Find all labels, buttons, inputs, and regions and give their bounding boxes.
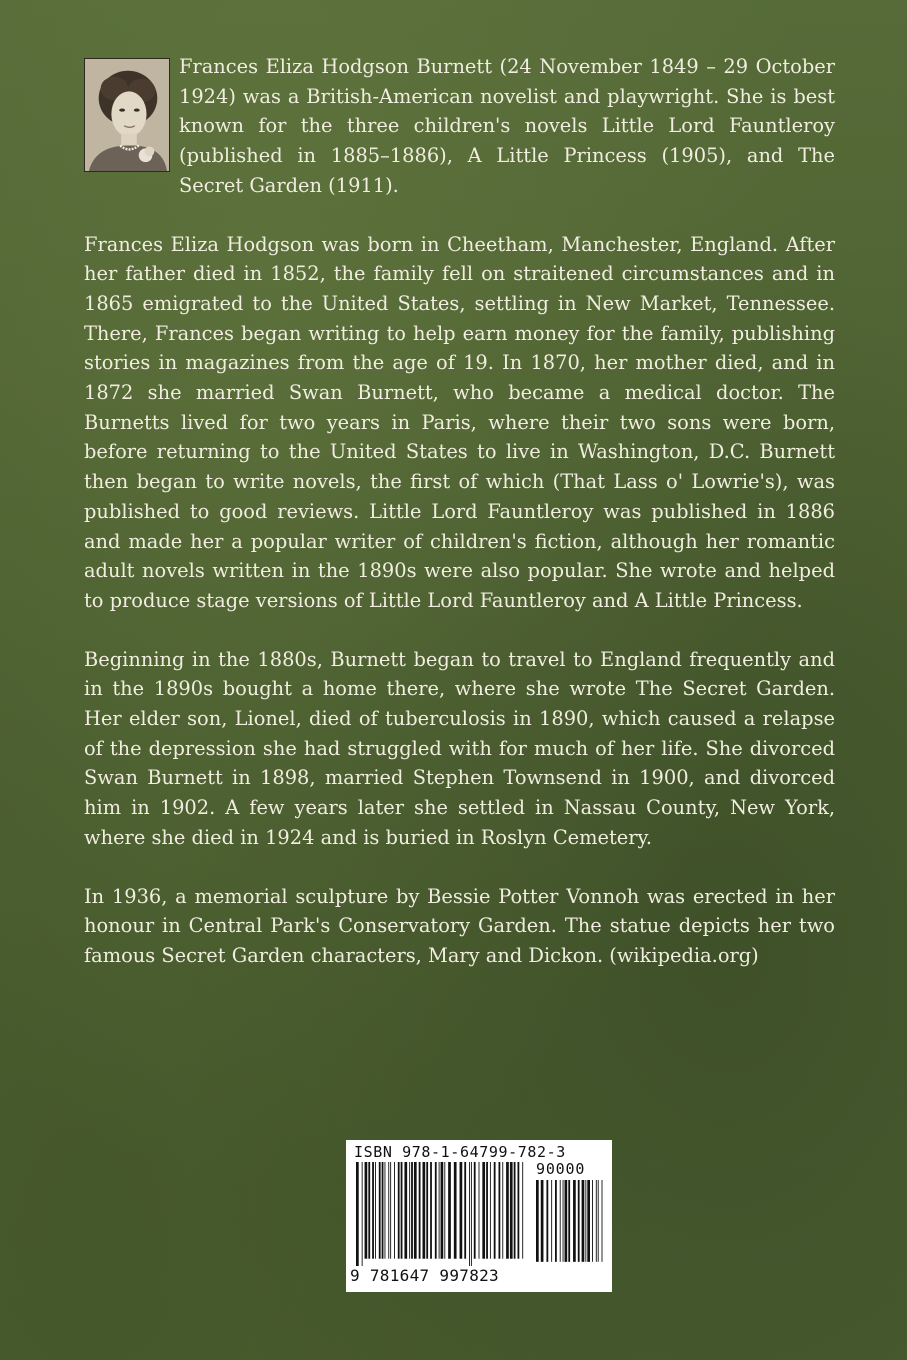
isbn-label: ISBN 978-1-64799-782-3 xyxy=(354,1143,566,1161)
author-bio xyxy=(84,52,835,1000)
bio-paragraph-2: Frances Eliza Hodgson was born in Cheetham, Manchester, England. After her father died in 1852, the family fell on straitened circumstances and in 1865 emigrated to the United States, settling in New Market, Tennessee. There, Frances began writing to help earn money for the family, publishing stories in magazines from the age of 19. In 1870, her mother died, and in 1872 she married Swan Burnett, who became a medical doctor. The Burnetts lived for two years in Paris, where their two sons were born, before returning to the United States to live in Washington, D.C. Burnett then began to write novels, the first of which (That Lass o' Lowrie's), was published to good reviews. Little Lord Fauntleroy was published in 1886 and made her a popular writer of children's fiction, although her romantic adult novels written in the 1890s were also popular. She wrote and helped to produce stage versions of Little Lord Fauntleroy and A Little Princess. xyxy=(84,232,835,612)
bio-paragraph-1 xyxy=(84,52,835,201)
barcode-bars-icon xyxy=(356,1162,526,1266)
addon-barcode-bars-icon xyxy=(536,1180,604,1268)
isbn-barcode xyxy=(346,1140,612,1292)
author-portrait-image xyxy=(84,58,170,172)
price-code: 90000 xyxy=(536,1160,586,1178)
bio-paragraph-3: Beginning in the 1880s, Burnett began to travel to England frequently and in the 1890s bought a home there, where she wrote The Secret Garden. Her elder son, Lionel, died of tuberculosis in 1890, which caused a relapse of the depression she had struggled with for much of her life. She divorced Swan Burnett in 1898, married Stephen Townsend in 1900, and divorced him in 1902. A few years later she settled in Nassau County, New York, where she died in 1924 and is buried in Roslyn Cemetery. xyxy=(84,647,835,849)
bio-paragraph-1-text: Frances Eliza Hodgson Burnett (24 November 1849 – 29 October 1924) was a British-American novelist and playwright. She is best known for the three children's novels Little Lord Fauntleroy (published in 1885–1886), A Little Princess (1905), and The Secret Garden (1911). xyxy=(179,55,835,197)
barcode-digits: 9 781647 997823 xyxy=(350,1266,499,1285)
bio-paragraph-4: In 1936, a memorial sculpture by Bessie Potter Vonnoh was erected in her honour in Central Park's Conservatory Garden. The statue depicts her two famous Secret Garden characters, Mary and Dickon. (wikipedia.org) xyxy=(84,884,835,967)
